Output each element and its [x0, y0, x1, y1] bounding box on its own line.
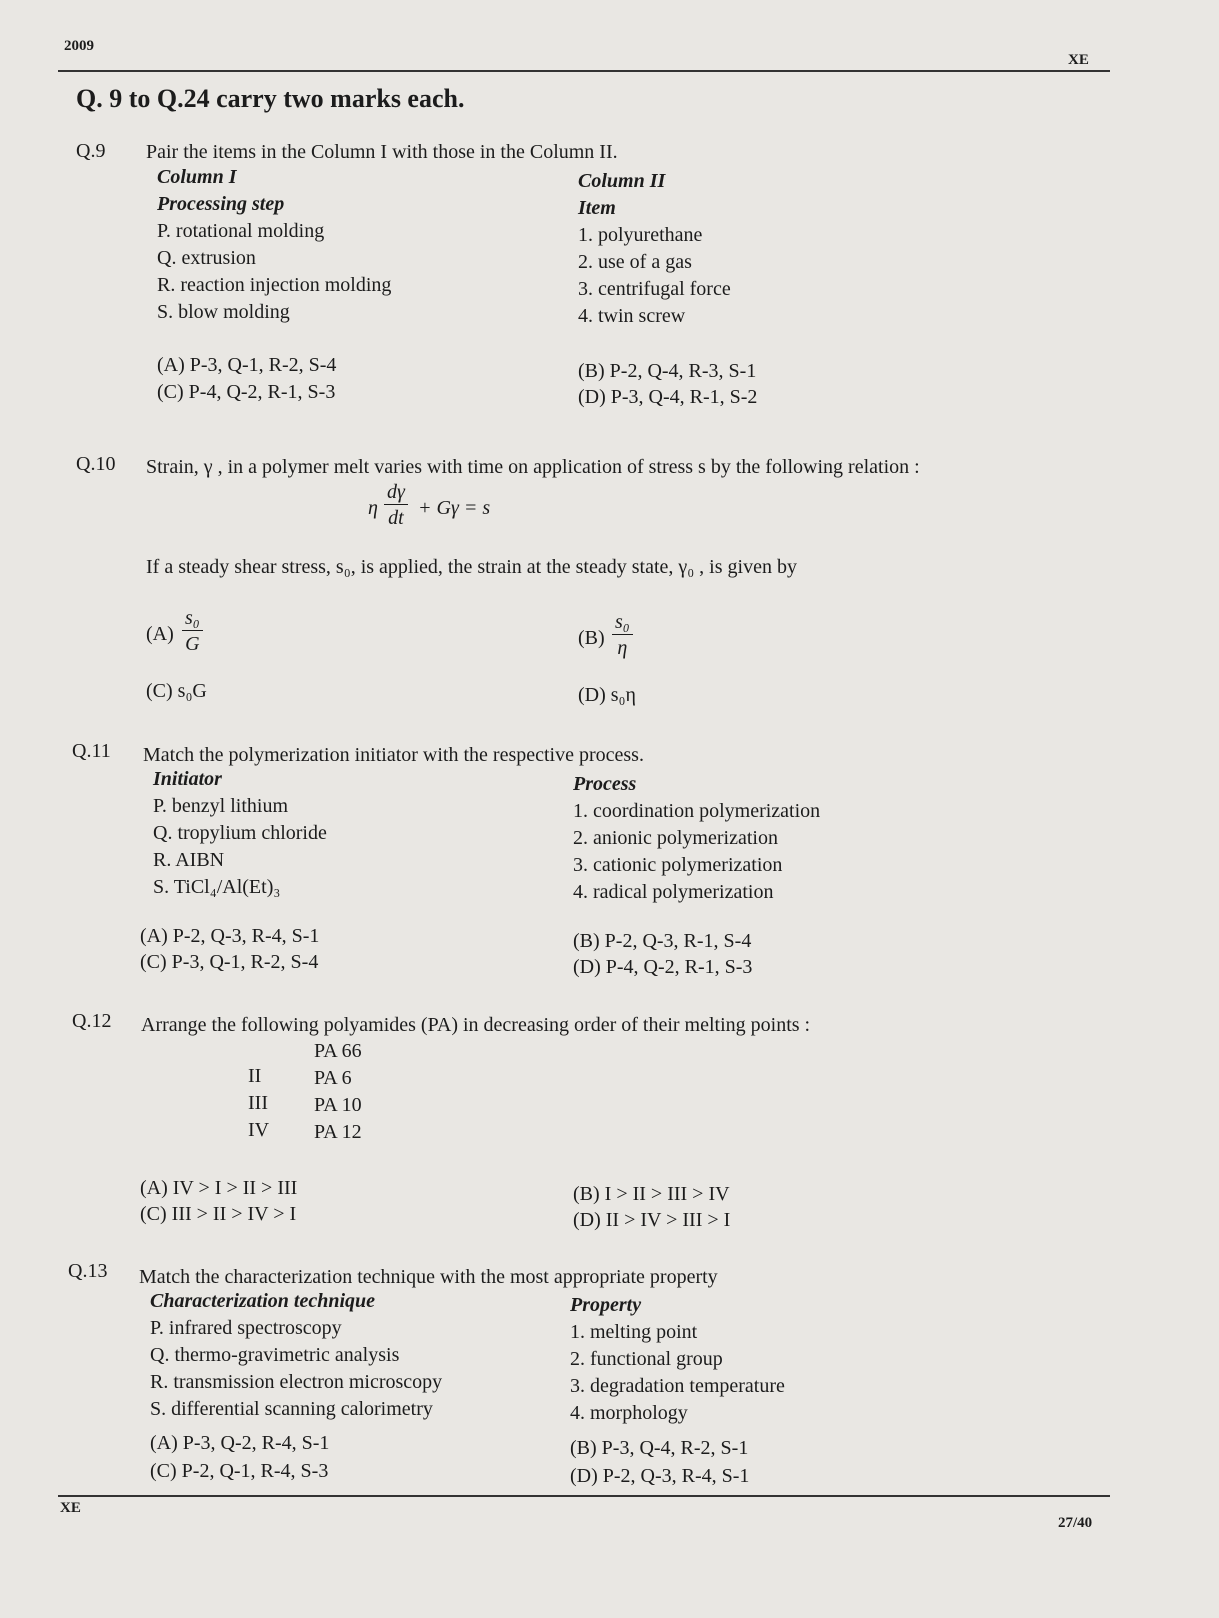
option-b: (B) P-2, Q-3, R-1, S-4 — [573, 930, 752, 952]
polyamide-list — [314, 1038, 362, 1146]
list-item: P. benzyl lithium — [153, 795, 288, 817]
list-item: PA 12 — [314, 1121, 362, 1143]
option-a-numerator: s₀ — [182, 606, 203, 631]
option-a: (A) P-2, Q-3, R-4, S-1 — [140, 925, 320, 947]
list-item: 1. melting point — [570, 1321, 698, 1343]
column-1-subheading: Processing step — [157, 193, 285, 215]
question-number: Q.13 — [68, 1260, 108, 1282]
roman-numerals — [248, 1036, 269, 1144]
option-b-label: (B) — [578, 627, 605, 649]
column-1-heading: Column I — [157, 166, 237, 188]
list-item: Q. extrusion — [157, 247, 256, 269]
option-b: (B) P-3, Q-4, R-2, S-1 — [570, 1437, 749, 1459]
list-item: IV — [248, 1119, 270, 1141]
footer-rule — [58, 1495, 1110, 1497]
column-2-heading: Process — [573, 773, 637, 795]
list-item: S. TiCl₄/Al(Et)₃ — [153, 876, 281, 898]
list-item: S. differential scanning calorimetry — [150, 1398, 433, 1420]
option-b-numerator: s₀ — [612, 610, 633, 635]
question-text: Match the characterization technique with the most appropriate property — [139, 1266, 718, 1288]
option-a-denominator: G — [185, 633, 200, 655]
option-a-fraction — [182, 606, 203, 657]
column-1 — [157, 164, 391, 326]
list-item: 2. functional group — [570, 1348, 723, 1370]
option-d: (D) P-3, Q-4, R-1, S-2 — [578, 386, 758, 408]
option-d: (D) P-2, Q-3, R-4, S-1 — [570, 1465, 750, 1487]
option-a: (A) IV > I > II > III — [140, 1177, 298, 1199]
option-c: (C) P-3, Q-1, R-2, S-4 — [140, 951, 319, 973]
header-paper-code: XE — [1068, 52, 1089, 68]
column-1 — [150, 1288, 442, 1423]
option-d: (D) P-4, Q-2, R-1, S-3 — [573, 956, 753, 978]
option-c: (C) P-2, Q-1, R-4, S-3 — [150, 1460, 329, 1482]
list-item: 4. radical polymerization — [573, 881, 774, 903]
option-d: (D) II > IV > III > I — [573, 1209, 731, 1231]
list-item: S. blow molding — [157, 301, 290, 323]
list-item: 4. morphology — [570, 1402, 688, 1424]
option-b: (B) I > II > III > IV — [573, 1183, 730, 1205]
list-item: PA 6 — [314, 1067, 352, 1089]
list-item: 3. centrifugal force — [578, 278, 731, 300]
list-item: R. AIBN — [153, 849, 225, 871]
list-item: 2. use of a gas — [578, 251, 692, 273]
option-c: (C) s₀G — [146, 680, 207, 702]
option-c: (C) P-4, Q-2, R-1, S-3 — [157, 381, 336, 403]
option-b-fraction — [612, 610, 633, 661]
list-item: III — [248, 1092, 268, 1114]
option-b: (B) P-2, Q-4, R-3, S-1 — [578, 360, 757, 382]
section-title: Q. 9 to Q.24 carry two marks each. — [76, 84, 465, 113]
column-1-heading: Characterization technique — [150, 1290, 376, 1312]
list-item: II — [248, 1065, 262, 1087]
list-item: 1. polyurethane — [578, 224, 703, 246]
column-2 — [570, 1292, 785, 1427]
footer-paper-code: XE — [60, 1500, 81, 1516]
list-item: 3. cationic polymerization — [573, 854, 783, 876]
question-number: Q.9 — [76, 140, 106, 162]
option-a-label: (A) — [146, 623, 174, 645]
list-item: P. infrared spectroscopy — [150, 1317, 342, 1339]
question-number: Q.10 — [76, 453, 116, 475]
list-item: 2. anionic polymerization — [573, 827, 778, 849]
question-number: Q.11 — [72, 740, 111, 762]
column-2-subheading: Item — [578, 197, 616, 219]
list-item: P. rotational molding — [157, 220, 325, 242]
list-item: Q. tropylium chloride — [153, 822, 327, 844]
list-item: PA 10 — [314, 1094, 362, 1116]
option-d: (D) s₀η — [578, 684, 636, 706]
option-b-denominator: η — [617, 637, 628, 659]
list-item: PA 66 — [314, 1040, 362, 1062]
footer-page-number: 27/40 — [1058, 1515, 1093, 1531]
option-a: (A) P-3, Q-1, R-2, S-4 — [157, 354, 337, 376]
header-year: 2009 — [64, 38, 94, 54]
equation-derivative — [384, 480, 408, 531]
list-item: R. transmission electron microscopy — [150, 1371, 443, 1393]
equation-eta: η — [368, 497, 378, 519]
question-text: Match the polymerization initiator with the respective process. — [143, 744, 644, 766]
equation-denominator: dt — [388, 507, 404, 529]
question-text: Arrange the following polyamides (PA) in decreasing order of their melting points : — [141, 1014, 811, 1036]
column-2 — [573, 771, 820, 906]
list-item: 3. degradation temperature — [570, 1375, 785, 1397]
header-rule — [58, 70, 1110, 72]
option-a: (A) P-3, Q-2, R-4, S-1 — [150, 1432, 330, 1454]
column-1 — [153, 766, 327, 901]
question-text: Strain, γ , in a polymer melt varies with time on application of stress s by the following relation : — [146, 456, 920, 478]
list-item: R. reaction injection molding — [157, 274, 392, 296]
list-item: 1. coordination polymerization — [573, 800, 821, 822]
column-2-heading: Column II — [578, 170, 666, 192]
column-2-heading: Property — [570, 1294, 642, 1316]
list-item: Q. thermo-gravimetric analysis — [150, 1344, 400, 1366]
list-item: 4. twin screw — [578, 305, 686, 327]
equation-numerator: dγ — [384, 480, 408, 505]
column-1-heading: Initiator — [153, 768, 222, 790]
equation-rest: + Gγ = s — [418, 497, 491, 519]
question-text: Pair the items in the Column I with those in the Column II. — [146, 141, 618, 163]
option-c: (C) III > II > IV > I — [140, 1203, 297, 1225]
column-2 — [578, 168, 731, 330]
question-text-2: If a steady shear stress, s₀, is applied, the strain at the steady state, γ₀ , is given by — [146, 556, 797, 578]
question-number: Q.12 — [72, 1010, 112, 1032]
